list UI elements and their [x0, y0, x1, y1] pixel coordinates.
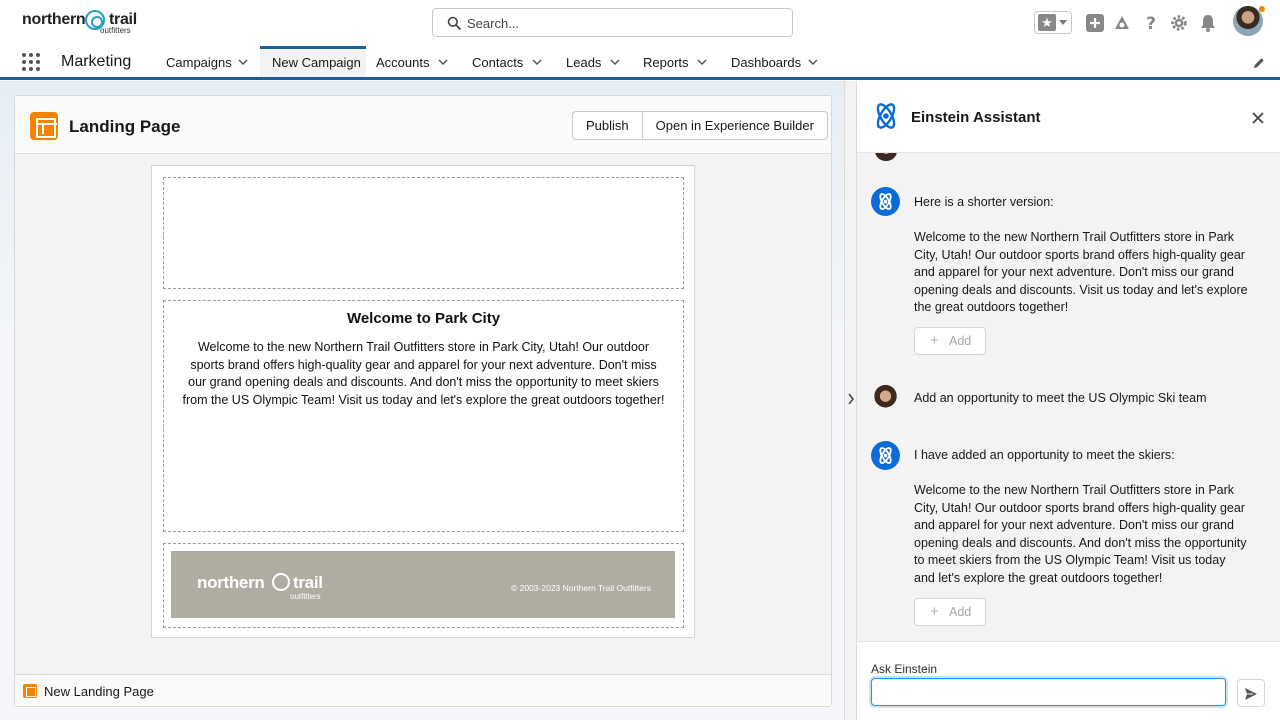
nav-item-label: Dashboards: [731, 55, 802, 70]
ask-einstein-input[interactable]: [871, 678, 1226, 706]
welcome-heading: Welcome to Park City: [346, 310, 501, 327]
add-button[interactable]: [914, 327, 986, 355]
plus-icon: +: [930, 332, 939, 349]
search-icon: [447, 16, 461, 30]
favorites-button[interactable]: [1034, 11, 1072, 34]
send-button[interactable]: [1237, 679, 1265, 707]
header-button-group: [572, 111, 828, 140]
logo-sub: outfitters: [100, 26, 131, 35]
assistant-message-intro: Here is a shorter version:: [914, 195, 1054, 209]
chevron-down-icon[interactable]: [696, 56, 708, 68]
app-nav-bar: [0, 46, 1280, 80]
nav-item-reports[interactable]: [637, 46, 717, 77]
chevron-down-icon[interactable]: [437, 56, 449, 68]
einstein-message-icon: [871, 441, 900, 470]
header-region[interactable]: [163, 177, 684, 289]
footer-banner: [171, 551, 675, 618]
add-button-label: Add: [949, 334, 972, 348]
welcome-body-text: Welcome to the new Northern Trail Outfitters store in Park City, Utah! Our outdoor sports brand offers high-quality gear and apparel for your next adventure. Don't miss our grand opening deals and discounts. And don't miss the opportunity to meet skiers from the US Olympic Team! Visit us today and let's explore the great outdoors together!: [182, 340, 665, 407]
northern-trail-logo[interactable]: [22, 9, 137, 37]
panel-splitter[interactable]: [844, 81, 857, 720]
plus-icon: +: [930, 603, 939, 620]
footer-logo-badge-icon: [272, 573, 290, 591]
einstein-atom-icon: [871, 101, 901, 131]
nav-item-label: Leads: [566, 55, 602, 70]
ask-einstein-area: [857, 641, 1280, 720]
nav-item-contacts[interactable]: [466, 46, 556, 77]
publish-button[interactable]: Publish: [572, 111, 643, 140]
conversation-feed[interactable]: [857, 153, 1280, 641]
einstein-message-icon: [871, 187, 900, 216]
footer-tab-label: New Landing Page: [44, 684, 154, 699]
user-avatar: [875, 153, 897, 161]
send-icon: [1244, 687, 1258, 701]
chevron-down-icon[interactable]: [807, 56, 819, 68]
nav-item-leads[interactable]: [560, 46, 630, 77]
footer-logo-sub: outfitters: [290, 592, 321, 601]
nav-item-campaigns[interactable]: [160, 46, 260, 77]
page-preview-frame: [151, 165, 695, 638]
user-message-text: Add an opportunity to meet the US Olympic Ski team: [914, 391, 1207, 405]
search-input[interactable]: [467, 13, 777, 33]
star-icon: ★: [1038, 14, 1056, 31]
landing-page-mini-icon: [23, 684, 37, 698]
chevron-down-icon[interactable]: [237, 56, 249, 68]
chevron-down-icon[interactable]: [1059, 20, 1067, 25]
global-header: [0, 0, 1280, 46]
assistant-message-body: Welcome to the new Northern Trail Outfitters store in Park City, Utah! Our outdoor sports brand offers high-quality gear and apparel for your next adventure. Don't miss our grand opening deals and discounts. Visit us today and let's explore the great outdoors together!: [914, 230, 1248, 314]
logo-word-northern: northern: [22, 11, 86, 28]
landing-page-icon: [30, 112, 58, 140]
add-button[interactable]: [914, 598, 986, 626]
landing-page-footer-tab[interactable]: [15, 674, 831, 706]
nav-item-label: Campaigns: [166, 55, 232, 70]
chevron-down-icon[interactable]: [531, 56, 543, 68]
nav-item-accounts[interactable]: [370, 46, 460, 77]
nav-item-label: Reports: [643, 55, 689, 70]
notifications-bell-icon[interactable]: [1198, 13, 1218, 33]
add-button-label: Add: [949, 605, 972, 619]
footer-copyright: © 2003-2023 Northern Trail Outfitters: [511, 583, 651, 593]
svg-text:?: ?: [1146, 14, 1156, 33]
help-icon[interactable]: [1141, 13, 1161, 33]
global-actions-icon[interactable]: [1085, 13, 1105, 33]
ask-einstein-label: Ask Einstein: [871, 662, 938, 676]
app-launcher-icon[interactable]: [22, 53, 41, 72]
app-name: Marketing: [61, 53, 132, 70]
einstein-assistant-panel: [857, 81, 1280, 720]
page-title: Landing Page: [69, 117, 181, 136]
content-region[interactable]: [163, 300, 684, 532]
assistant-message-intro: I have added an opportunity to meet the skiers:: [914, 448, 1175, 462]
nav-item-new-campaign[interactable]: [260, 46, 366, 77]
logo-word-trail: trail: [109, 11, 137, 28]
open-experience-builder-button[interactable]: Open in Experience Builder: [643, 111, 828, 140]
nav-item-label: Contacts: [472, 55, 524, 70]
nav-item-label: New Campaign: [272, 55, 361, 70]
einstein-header: [857, 81, 1280, 153]
landing-page-canvas: [15, 154, 831, 674]
close-icon[interactable]: [1251, 111, 1265, 125]
einstein-title: Einstein Assistant: [911, 109, 1041, 126]
trailhead-icon[interactable]: [1112, 13, 1132, 33]
global-search[interactable]: [432, 8, 793, 37]
landing-page-header: [15, 96, 831, 154]
landing-page-card: [14, 95, 832, 707]
edit-nav-pencil-icon[interactable]: [1252, 56, 1266, 70]
footer-logo-northern: northern: [197, 573, 265, 592]
nav-item-dashboards[interactable]: [725, 46, 825, 77]
chevron-down-icon[interactable]: [609, 56, 621, 68]
assistant-message-body: Welcome to the new Northern Trail Outfitters store in Park City, Utah! Our outdoor sports brand offers high-quality gear and apparel for your next adventure. Don't miss our grand opening deals and discounts. And don't miss the opportunity to meet skiers from the US Olympic Team! Visit us today and let's explore the great outdoors together!: [914, 483, 1247, 585]
chevron-right-icon[interactable]: [847, 393, 855, 405]
nav-item-label: Accounts: [376, 55, 430, 70]
notification-dot: [1259, 6, 1265, 12]
gear-icon[interactable]: [1169, 13, 1189, 33]
footer-region[interactable]: [163, 543, 684, 628]
footer-logo-trail: trail: [293, 573, 323, 592]
user-avatar: [871, 384, 900, 413]
